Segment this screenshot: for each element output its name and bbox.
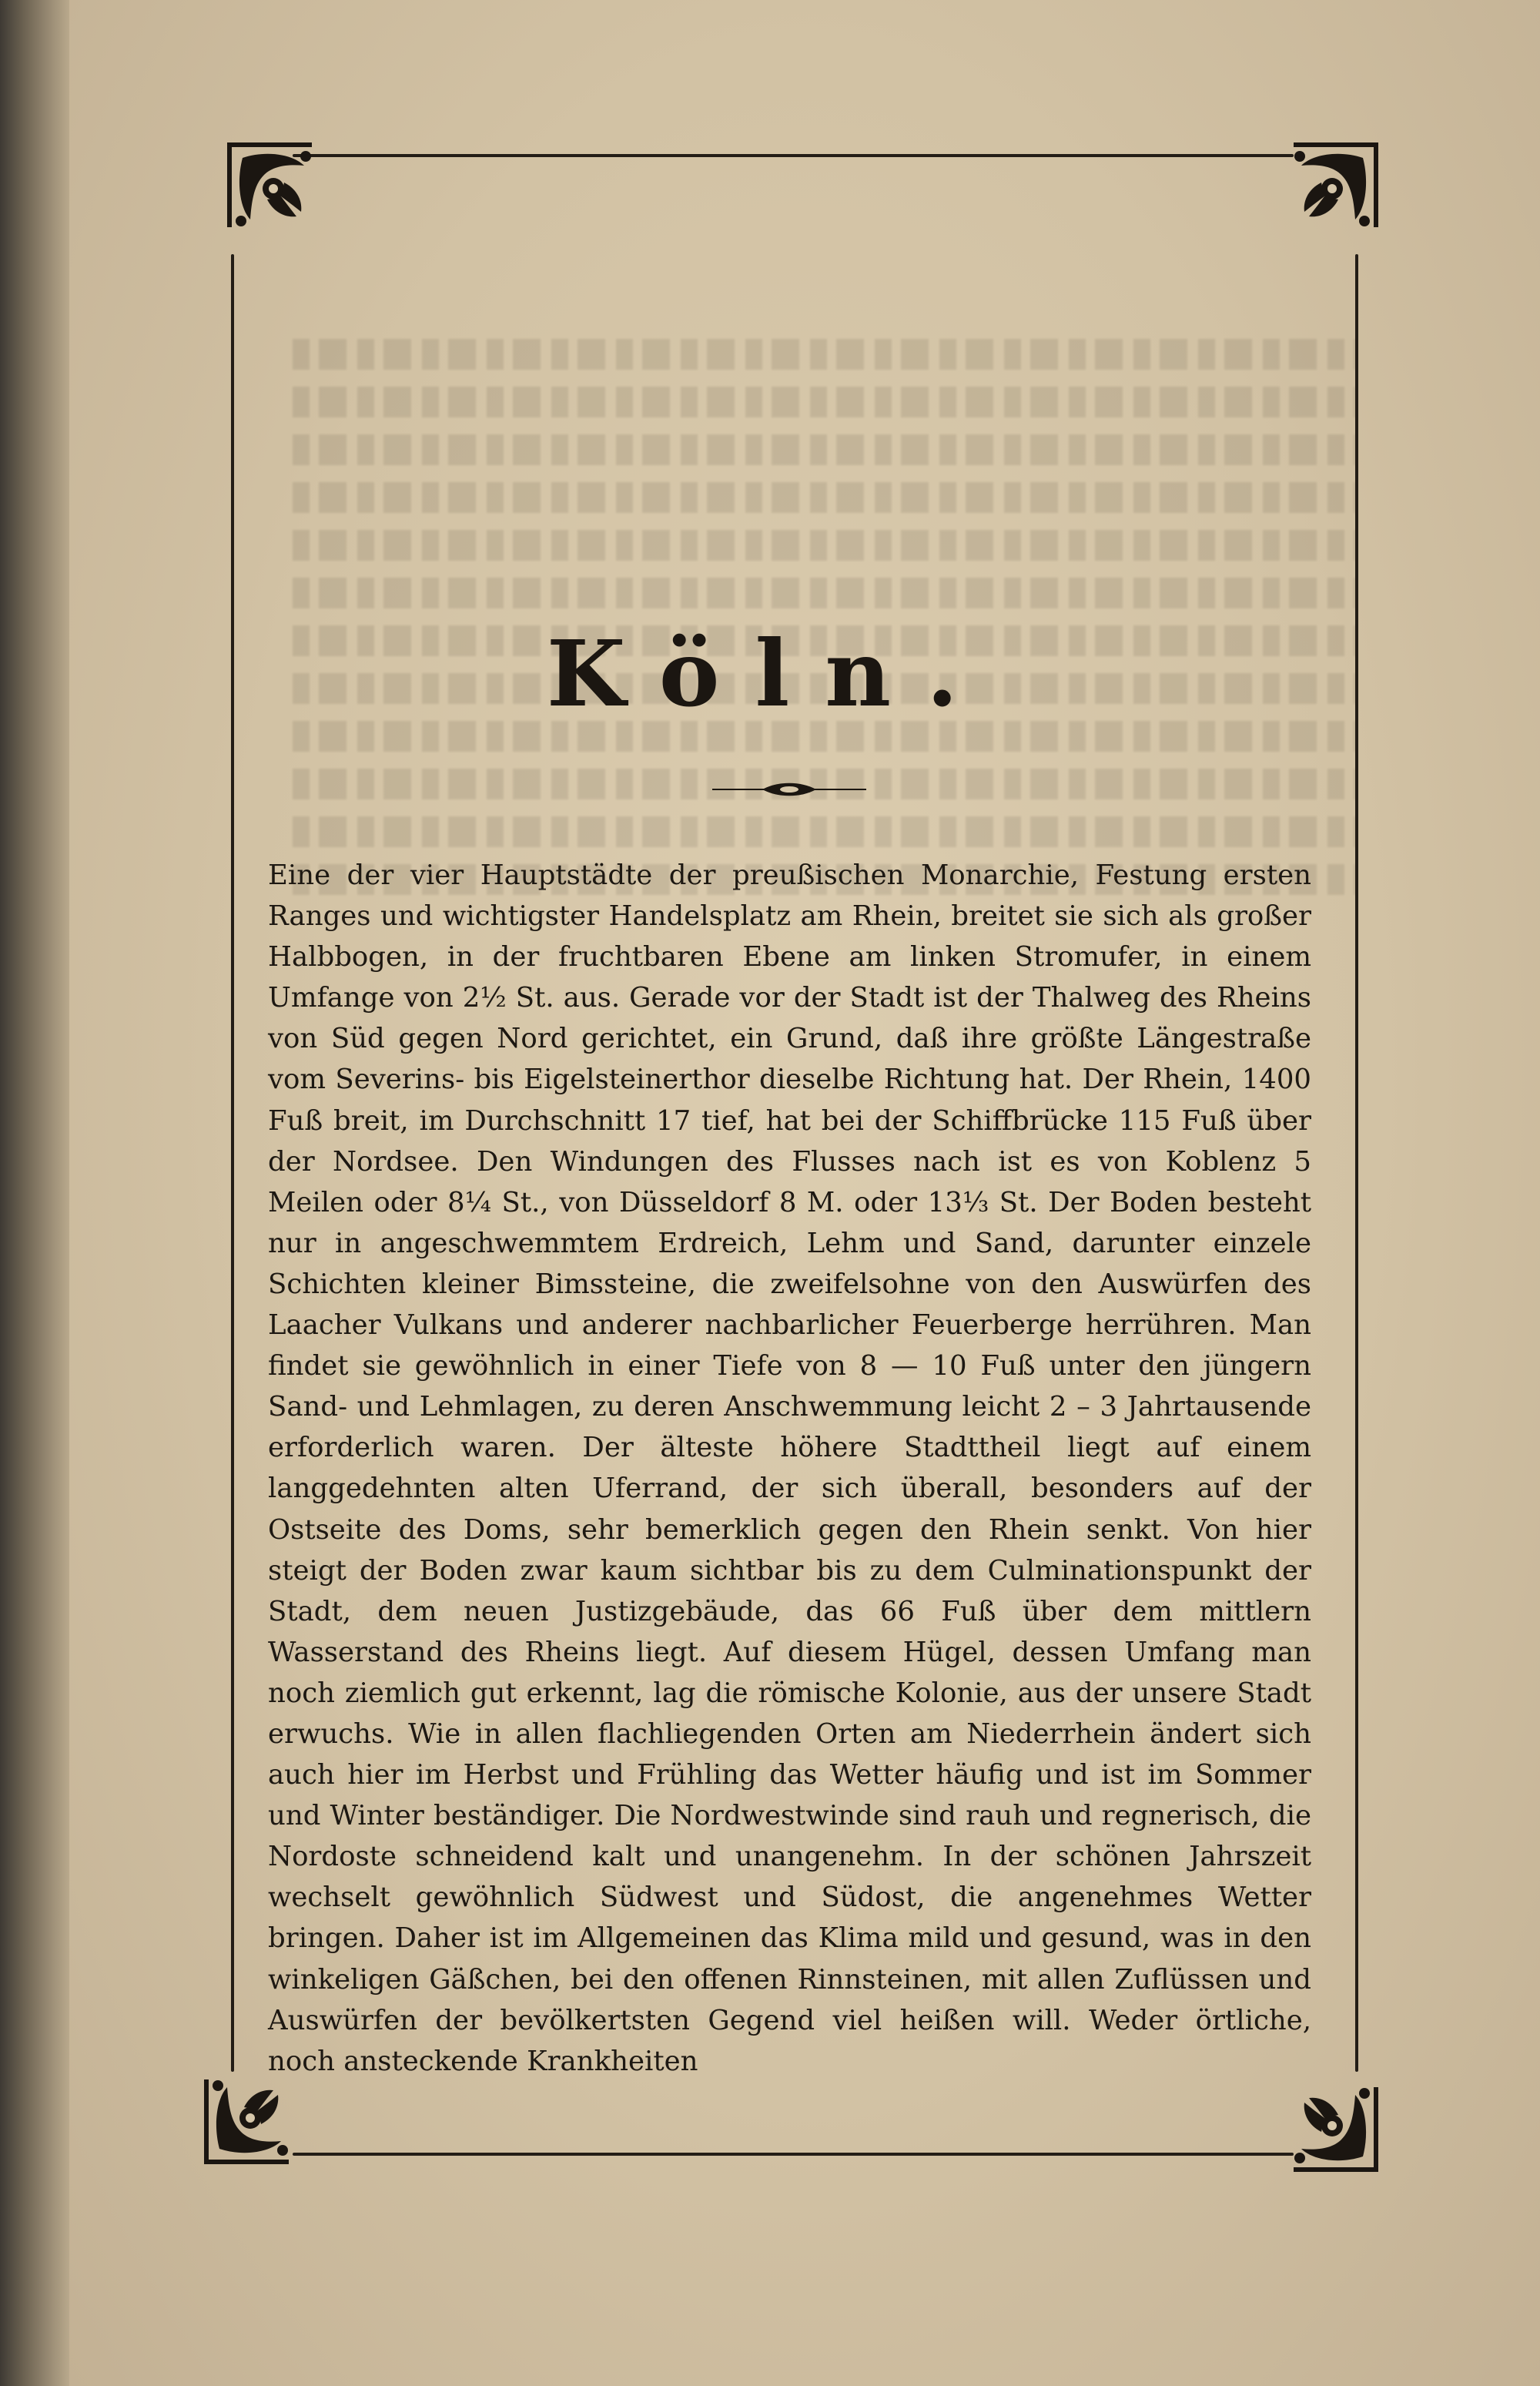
- frame-top-rule: [293, 154, 1294, 157]
- title-divider-icon: [708, 778, 870, 801]
- corner-ornament-icon: [1278, 2072, 1386, 2180]
- article-body: [268, 855, 1311, 2082]
- frame-bottom-rule: [293, 2153, 1294, 2156]
- corner-ornament-icon: [1278, 135, 1386, 243]
- book-gutter: [0, 0, 69, 2386]
- frame-right-rule: [1355, 254, 1358, 2072]
- page-title: Köln.: [546, 620, 994, 727]
- frame-left-rule: [231, 254, 234, 2072]
- body-paragraph: Eine der vier Hauptstädte der preußischen Monarchie, Festung ersten Ranges und wichtigster Handelsplatz am Rhein, breitet sie sich als großer Halbbogen, in der fruchtbaren Ebene am linken Stromufer, in einem Umfange von 2½ St. aus. Gerade vor der Stadt ist der Thalweg des Rheins von Süd gegen Nord gerichtet, ein Grund, daß ihre größte Längestraße vom Severins- bis Eigelsteinerthor dieselbe Richtung hat. Der Rhein, 1400 Fuß breit, im Durchschnitt 17 tief, hat bei der Schiffbrücke 115 Fuß über der Nordsee. Den Windungen des Flusses nach ist es von Koblenz 5 Meilen oder 8¼ St., von Düsseldorf 8 M. oder 13⅓ St. Der Boden besteht nur in angeschwemmtem Erdreich, Lehm und Sand, darunter einzele Schichten kleiner Bimssteine, die zweifelsohne von den Auswürfen des Laacher Vulkans und anderer nachbarlicher Feuerberge herrühren. Man findet sie gewöhnlich in einer Tiefe von 8 — 10 Fuß unter den jüngern Sand- und Lehmlagen, zu deren Anschwemmung leicht 2 – 3 Jahrtausende erforderlich waren. Der älteste höhere Stadttheil liegt auf einem langgedehnten alten Uferrand, der sich überall, besonders auf der Ostseite des Doms, sehr bemerklich gegen den Rhein senkt. Von hier steigt der Boden zwar kaum sichtbar bis zu dem Culminationspunkt der Stadt, dem neuen Justizgebäude, das 66 Fuß über dem mittlern Wasserstand des Rheins liegt. Auf diesem Hügel, dessen Umfang man noch ziemlich gut erkennt, lag die römische Kolonie, aus der unsere Stadt erwuchs. Wie in allen flachliegenden Orten am Niederrhein ändert sich auch hier im Herbst und Frühling das Wetter häufig und ist im Sommer und Winter beständiger. Die Nordwestwinde sind rauh und regnerisch, die Nordoste schneidend kalt und unangenehm. In der schönen Jahrszeit wechselt gewöhnlich Südwest und Südost, die angenehmes Wetter bringen. Daher ist im Allgemeinen das Klima mild und gesund, was in den winkeligen Gäßchen, bei den offenen Rinnsteinen, mit allen Zuflüssen und Auswürfen der bevölkertsten Gegend viel heißen will. Weder örtliche, noch ansteckende Krankheiten: [268, 860, 1311, 2077]
- corner-ornament-icon: [219, 135, 327, 243]
